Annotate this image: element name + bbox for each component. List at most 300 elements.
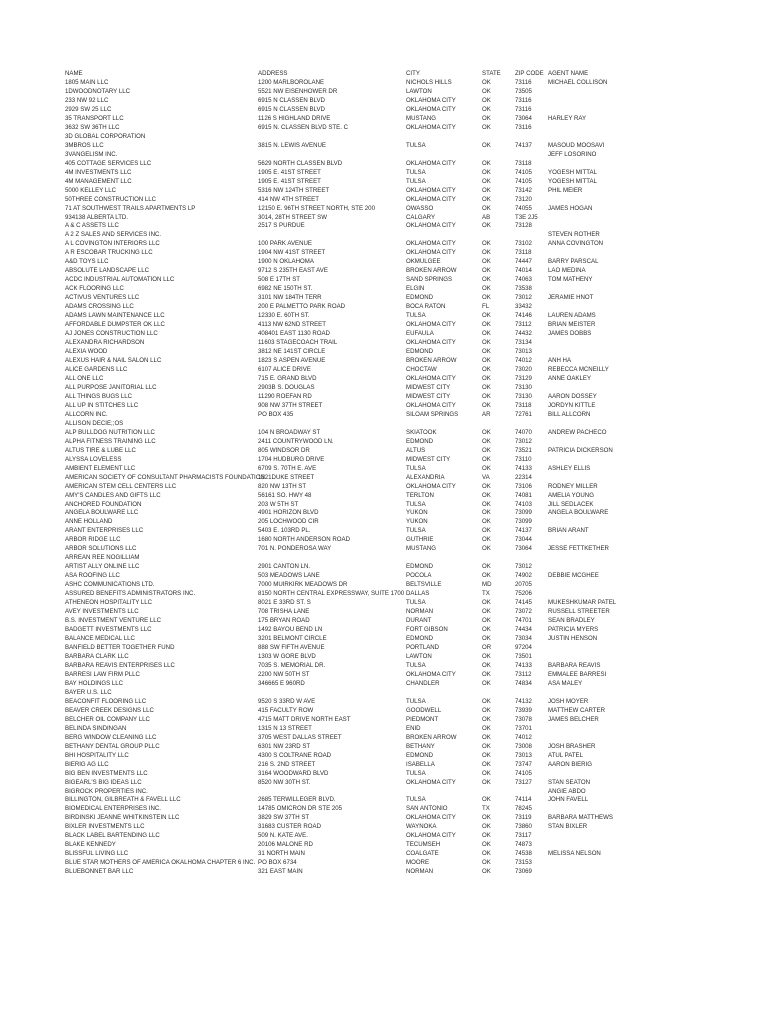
cell-name: ARBOR SOLUTIONS LLC xyxy=(65,545,137,553)
table-row xyxy=(0,474,770,483)
table-row xyxy=(0,752,770,761)
cell-agent: JOHN FAVELL xyxy=(548,796,589,804)
cell-agent: MUKESHKUMAR PATEL xyxy=(548,599,617,607)
cell-address: 415 FACULTY ROW xyxy=(258,706,314,714)
cell-state: OK xyxy=(482,769,491,777)
cell-address: 1905 E. 41ST STREET xyxy=(258,168,321,176)
cell-address: 820 NW 13TH ST xyxy=(258,482,307,490)
cell-name: AMERICAN STEM CELL CENTERS LLC xyxy=(65,482,177,490)
cell-city: TULSA xyxy=(406,697,426,705)
cell-city: WAYNOKA xyxy=(406,823,437,831)
cell-agent: JILL SEDLACEK xyxy=(548,500,594,508)
cell-name: ACDC INDUSTRIAL AUTOMATION LLC xyxy=(65,276,175,284)
cell-address: 7035 S. MEMORIAL DR. xyxy=(258,661,326,669)
table-row xyxy=(0,240,770,249)
cell-name: BIRDINSKI JEANNE WHITKINSTEIN LLC xyxy=(65,814,180,822)
cell-zip: 73747 xyxy=(515,760,532,768)
cell-address: 3164 WOODWARD BLVD xyxy=(258,769,329,777)
cell-state: OK xyxy=(482,159,491,167)
cell-zip: 73116 xyxy=(515,96,532,104)
cell-zip: 73012 xyxy=(515,294,532,302)
cell-name: 35 TRANSPORT LLC xyxy=(65,114,124,122)
cell-address: 888 SW FIFTH AVENUE xyxy=(258,644,325,651)
cell-name: A & C ASSETS LLC xyxy=(65,222,119,230)
cell-zip: 74145 xyxy=(515,599,532,607)
table-row xyxy=(0,348,770,357)
table-row xyxy=(0,761,770,770)
cell-address: 1321DUKE STREET xyxy=(258,473,315,481)
cell-address: 12330 E. 60TH ST. xyxy=(258,312,310,320)
cell-state: OK xyxy=(482,294,491,302)
cell-name: 405 COTTAGE SERVICES LLC xyxy=(65,159,152,167)
cell-city: ENID xyxy=(406,724,421,732)
cell-city: NICHOLS HILLS xyxy=(406,78,452,86)
cell-address: 203 W 5TH ST xyxy=(258,500,299,508)
cell-city: DURANT xyxy=(406,617,432,625)
cell-city: YUKON xyxy=(406,518,428,526)
cell-city: FORT GIBSON xyxy=(406,626,448,634)
cell-state: OK xyxy=(482,841,491,849)
cell-address: 414 NW 4TH STREET xyxy=(258,195,319,203)
cell-name: ABSOLUTE LANDSCAPE LLC xyxy=(65,267,149,275)
cell-zip: 73099 xyxy=(515,518,532,526)
cell-state: OK xyxy=(482,715,491,723)
cell-zip: 73153 xyxy=(515,859,532,867)
cell-state: OK xyxy=(482,778,491,786)
cell-name: BARBARA CLARK LLC xyxy=(65,652,129,660)
cell-city: ELGIN xyxy=(406,285,425,293)
cell-city: OKLAHOMA CITY xyxy=(406,123,456,131)
cell-city: OKLAHOMA CITY xyxy=(406,105,456,113)
cell-state: OK xyxy=(482,312,491,320)
cell-state: OK xyxy=(482,78,491,86)
table-row xyxy=(0,160,770,169)
cell-address: 805 WINDSOR DR xyxy=(258,446,310,454)
cell-city: COALGATE xyxy=(406,850,439,858)
cell-state: OK xyxy=(482,670,491,678)
cell-state: OK xyxy=(482,697,491,705)
table-row xyxy=(0,788,770,797)
table-row xyxy=(0,357,770,366)
table-row xyxy=(0,196,770,205)
table-row xyxy=(0,608,770,617)
table-row xyxy=(0,312,770,321)
cell-state: OK xyxy=(482,222,491,230)
cell-state: OK xyxy=(482,859,491,867)
cell-city: POCOLA xyxy=(406,572,432,580)
cell-city: OKLAHOMA CITY xyxy=(406,482,456,490)
cell-zip: 74114 xyxy=(515,796,532,804)
table-row xyxy=(0,429,770,438)
cell-city: NORMAN xyxy=(406,868,434,876)
cell-address: 2200 NW 50TH ST xyxy=(258,670,310,678)
cell-city: EUFAULA xyxy=(406,330,434,338)
cell-city: SKIATOOK xyxy=(406,428,437,436)
cell-address: 4113 NW 62ND STREET xyxy=(258,321,326,329)
cell-city: CHOCTAW xyxy=(406,365,437,373)
table-row xyxy=(0,725,770,734)
table-row xyxy=(0,689,770,698)
cell-name: ANCHORED FOUNDATION xyxy=(65,500,142,508)
cell-state: OR xyxy=(482,644,492,651)
cell-state: OK xyxy=(482,572,491,580)
cell-zip: 74432 xyxy=(515,330,532,338)
records-table xyxy=(0,70,770,877)
cell-city: EDMOND xyxy=(406,751,434,759)
cell-city: OKLAHOMA CITY xyxy=(406,159,456,167)
cell-agent: YOGESH MITTAL xyxy=(548,177,597,185)
cell-zip: 73119 xyxy=(515,814,532,822)
table-row xyxy=(0,447,770,456)
cell-zip: 73142 xyxy=(515,186,532,194)
table-row xyxy=(0,249,770,258)
cell-zip: 74105 xyxy=(515,168,532,176)
cell-address: 3201 BELMONT CIRCLE xyxy=(258,635,327,643)
cell-agent: MATTHEW CARTER xyxy=(548,706,605,714)
cell-state: OK xyxy=(482,563,491,571)
cell-address: 701 N. PONDEROSA WAY xyxy=(258,545,332,553)
cell-zip: 73008 xyxy=(515,742,532,750)
cell-name: 4M INVESTMENTS LLC xyxy=(65,168,132,176)
cell-city: EDMOND xyxy=(406,437,434,445)
cell-state: OK xyxy=(482,500,491,508)
cell-address: 1200 MARLBOROLANE xyxy=(258,78,325,86)
cell-name: BEACONFIT FLOORING LLC xyxy=(65,697,147,705)
cell-address: 1900 N OKLAHOMA xyxy=(258,258,314,266)
table-row xyxy=(0,770,770,779)
cell-address: 4715 MATT DRIVE NORTH EAST xyxy=(258,715,351,723)
cell-name: BELCHER OIL COMPANY LLC xyxy=(65,715,150,723)
cell-city: OKLAHOMA CITY xyxy=(406,778,456,786)
cell-state: OK xyxy=(482,742,491,750)
cell-agent: LAO MEDINA xyxy=(548,267,586,275)
cell-city: MIDWEST CITY xyxy=(406,383,451,391)
cell-city: TULSA xyxy=(406,527,426,535)
table-row xyxy=(0,258,770,267)
cell-city: TULSA xyxy=(406,464,426,472)
cell-city: GUTHRIE xyxy=(406,536,434,544)
cell-city: OKLAHOMA CITY xyxy=(406,321,456,329)
cell-agent: JESSE FETTKETHER xyxy=(548,545,609,553)
cell-address: 11603 STAGECOACH TRAIL xyxy=(258,339,338,347)
cell-name: ADAMS LAWN MAINTENANCE LLC xyxy=(65,312,165,320)
cell-agent: LAUREN ADAMS xyxy=(548,312,596,320)
cell-name: BIGEARL'S BIG IDEAS LLC xyxy=(65,778,142,786)
cell-city: LAWTON xyxy=(406,652,432,660)
cell-city: TULSA xyxy=(406,796,426,804)
cell-address: 31 NORTH MAIN xyxy=(258,850,305,858)
cell-city: ALTUS xyxy=(406,446,426,454)
cell-state: OK xyxy=(482,509,491,517)
cell-zip: 74538 xyxy=(515,850,532,858)
cell-name: ACTIVUS VENTURES LLC xyxy=(65,294,140,302)
cell-address: 1905 E. 41ST STREET xyxy=(258,177,321,185)
cell-city: MUSTANG xyxy=(406,545,437,553)
cell-agent: PHIL MEIER xyxy=(548,186,583,194)
cell-address: 9712 S 235TH EAST AVE xyxy=(258,267,328,275)
cell-state: OK xyxy=(482,661,491,669)
cell-address: 1904 NW 41ST STREET xyxy=(258,249,326,257)
header-name: NAME xyxy=(65,70,83,77)
cell-city: TULSA xyxy=(406,769,426,777)
cell-state: TX xyxy=(482,590,490,598)
cell-name: ASHC COMMUNICATIONS LTD. xyxy=(65,581,155,589)
cell-address: 715 E. GRAND BLVD xyxy=(258,374,317,382)
cell-zip: 73106 xyxy=(515,482,532,490)
cell-state: OK xyxy=(482,850,491,858)
table-row xyxy=(0,169,770,178)
cell-name: AMY'S CANDLES AND GIFTS LLC xyxy=(65,491,161,499)
header-city: CITY xyxy=(406,70,420,77)
cell-name: ALYSSA LOVELESS xyxy=(65,455,122,463)
cell-name: BLUE STAR MOTHERS OF AMERICA OKALHOMA CHAPTER 6 INC. xyxy=(65,859,256,867)
table-row xyxy=(0,492,770,501)
cell-city: TULSA xyxy=(406,141,426,149)
cell-address: 9520 S 33RD W AVE xyxy=(258,697,316,705)
cell-city: OKMULGEE xyxy=(406,258,441,266)
cell-zip: 74105 xyxy=(515,177,532,185)
cell-address: 8520 NW 30TH ST. xyxy=(258,778,311,786)
cell-name: BERG WINDOW CLEANING LLC xyxy=(65,733,157,741)
cell-zip: 33432 xyxy=(515,303,532,311)
cell-address: 31683 CUSTER ROAD xyxy=(258,823,321,831)
cell-city: CALGARY xyxy=(406,213,436,221)
cell-state: OK xyxy=(482,482,491,490)
cell-state: OK xyxy=(482,105,491,113)
cell-state: OK xyxy=(482,365,491,373)
cell-name: AFFORDABLE DUMPSTER OK LLC xyxy=(65,321,165,329)
cell-name: BLISSFUL LIVING LLC xyxy=(65,850,129,858)
cell-city: OKLAHOMA CITY xyxy=(406,401,456,409)
table-row xyxy=(0,133,770,142)
cell-agent: ANH HA xyxy=(548,357,572,364)
cell-city: NORMAN xyxy=(406,608,434,616)
cell-agent: ASA MALEY xyxy=(548,679,583,687)
cell-zip: 73505 xyxy=(515,87,532,95)
cell-address: 200 E PALMETTO PARK ROAD xyxy=(258,303,346,311)
cell-address: 104 N BROADWAY ST xyxy=(258,428,321,436)
table-row xyxy=(0,222,770,231)
cell-zip: 97204 xyxy=(515,644,532,651)
cell-state: OK xyxy=(482,832,491,840)
cell-state: OK xyxy=(482,823,491,831)
table-row xyxy=(0,276,770,285)
cell-city: SAN ANTONIO xyxy=(406,805,448,813)
cell-agent: JEFF LOSORINO xyxy=(548,150,597,158)
cell-state: OK xyxy=(482,724,491,732)
cell-state: OK xyxy=(482,168,491,176)
cell-agent: STAN SEATON xyxy=(548,778,590,786)
table-row xyxy=(0,115,770,124)
cell-agent: MELISSA NELSON xyxy=(548,850,601,858)
cell-address: 20106 MALONE RD xyxy=(258,841,313,849)
cell-name: ALPHA FITNESS TRAINING LLC xyxy=(65,437,156,445)
cell-state: OK xyxy=(482,267,491,275)
cell-zip: 73013 xyxy=(515,751,532,759)
table-row xyxy=(0,743,770,752)
cell-city: EDMOND xyxy=(406,563,434,571)
cell-name: 50THREE CONSTRUCTION LLC xyxy=(65,195,157,203)
table-row xyxy=(0,402,770,411)
cell-name: ALEXANDRA RICHARDSON xyxy=(65,339,145,347)
cell-zip: 72761 xyxy=(515,410,532,418)
table-row xyxy=(0,716,770,725)
cell-address: 7000 MUIRKIRK MEADOWS DR xyxy=(258,581,348,589)
cell-agent: BILL ALLCORN xyxy=(548,410,591,418)
table-row xyxy=(0,779,770,788)
cell-name: AJ JONES CONSTRUCTION LLC xyxy=(65,330,158,338)
cell-city: PORTLAND xyxy=(406,644,440,651)
cell-name: BIGROCK PROPERTIES INC. xyxy=(65,787,148,795)
cell-state: OK xyxy=(482,706,491,714)
cell-city: MIDWEST CITY xyxy=(406,455,451,463)
cell-address: PO BOX 435 xyxy=(258,410,294,418)
cell-state: OK xyxy=(482,141,491,149)
cell-state: OK xyxy=(482,599,491,607)
cell-city: EDMOND xyxy=(406,635,434,643)
table-row xyxy=(0,518,770,527)
cell-zip: 73099 xyxy=(515,509,532,517)
table-row xyxy=(0,438,770,447)
cell-city: EDMOND xyxy=(406,294,434,302)
cell-city: SILOAM SPRINGS xyxy=(406,410,459,418)
cell-state: OK xyxy=(482,796,491,804)
cell-zip: 73134 xyxy=(515,339,532,347)
cell-name: ARANT ENTERPRISES LLC xyxy=(65,527,144,535)
cell-city: EDMOND xyxy=(406,348,434,356)
cell-state: OK xyxy=(482,276,491,284)
cell-state: OK xyxy=(482,96,491,104)
table-row xyxy=(0,375,770,384)
cell-address: 4901 HORIZON BLVD xyxy=(258,509,319,517)
cell-city: BROKEN ARROW xyxy=(406,733,457,741)
cell-state: OK xyxy=(482,114,491,122)
cell-zip: 74081 xyxy=(515,491,532,499)
cell-name: 3D GLOBAL CORPORATION xyxy=(65,132,146,140)
cell-state: OK xyxy=(482,536,491,544)
cell-name: BARRESI LAW FIRM PLLC xyxy=(65,670,140,678)
cell-zip: 73112 xyxy=(515,670,532,678)
cell-name: BELINDA SINDINGAN xyxy=(65,724,127,732)
cell-agent: JAMES BELCHER xyxy=(548,715,599,723)
table-row xyxy=(0,214,770,223)
cell-state: OK xyxy=(482,123,491,131)
cell-name: 1805 MAIN LLC xyxy=(65,78,109,86)
cell-state: OK xyxy=(482,635,491,643)
cell-agent: JOSH MOYER xyxy=(548,697,589,705)
cell-name: A L COVINGTON INTERIORS LLC xyxy=(65,240,160,248)
table-row xyxy=(0,832,770,841)
cell-zip: 74137 xyxy=(515,141,532,149)
table-row xyxy=(0,671,770,680)
cell-name: ARBOR RIDGE LLC xyxy=(65,536,121,544)
cell-name: BALANCE MEDICAL LLC xyxy=(65,635,135,643)
cell-city: OKLAHOMA CITY xyxy=(406,240,456,248)
cell-city: MUSTANG xyxy=(406,114,437,122)
cell-agent: BARRY PARSCAL xyxy=(548,258,599,266)
cell-agent: JUSTIN HENSON xyxy=(548,635,598,643)
cell-address: 1680 NORTH ANDERSON ROAD xyxy=(258,536,350,544)
header-state: STATE xyxy=(482,70,501,77)
cell-city: SAND SPRINGS xyxy=(406,276,453,284)
cell-address: 6107 ALICE DRIVE xyxy=(258,365,311,373)
cell-name: BIOMEDICAL ENTERPRISES INC. xyxy=(65,805,161,813)
cell-name: 3632 SW 36TH LLC xyxy=(65,123,120,131)
cell-state: OK xyxy=(482,868,491,876)
cell-address: 509 N. KATE AVE. xyxy=(258,832,308,840)
cell-name: ALL ONE LLC xyxy=(65,374,104,382)
table-row xyxy=(0,151,770,160)
table-row xyxy=(0,859,770,868)
cell-name: 1DWOODNOTARY LLC xyxy=(65,87,131,95)
table-row xyxy=(0,411,770,420)
cell-address: 1823 S ASPEN AVENUE xyxy=(258,357,326,364)
cell-address: 2411 COUNTRYWOOD LN. xyxy=(258,437,334,445)
cell-city: BROKEN ARROW xyxy=(406,267,457,275)
cell-zip: 73012 xyxy=(515,437,532,445)
cell-address: PO BOX 6734 xyxy=(258,859,297,867)
cell-zip: 74103 xyxy=(515,500,532,508)
cell-name: AMERICAN SOCIETY OF CONSULTANT PHARMACISTS FOUNDATION xyxy=(65,473,265,481)
cell-zip: 73501 xyxy=(515,652,532,660)
cell-zip: 73078 xyxy=(515,715,532,723)
cell-name: ACK FLOORING LLC xyxy=(65,285,124,293)
cell-address: 3812 NE 141ST CIRCLE xyxy=(258,348,326,356)
table-row xyxy=(0,420,770,429)
cell-name: ALL PURPOSE JANITORIAL LLC xyxy=(65,383,157,391)
table-row xyxy=(0,635,770,644)
cell-state: VA xyxy=(482,473,490,481)
table-row xyxy=(0,231,770,240)
table-row xyxy=(0,563,770,572)
cell-state: OK xyxy=(482,357,491,364)
cell-name: BILLINGTON, GILBREATH & FAVELL LLC xyxy=(65,796,181,804)
cell-name: ASA ROOFING LLC xyxy=(65,572,120,580)
cell-address: 5629 NORTH CLASSEN BLVD xyxy=(258,159,343,167)
cell-city: YUKON xyxy=(406,509,428,517)
cell-city: MIDWEST CITY xyxy=(406,392,451,400)
cell-name: A&D TOYS LLC xyxy=(65,258,109,266)
cell-name: 233 NW 92 LLC xyxy=(65,96,109,104)
table-row xyxy=(0,581,770,590)
cell-name: BEAVER CREEK DESIGNS LLC xyxy=(65,706,154,714)
cell-address: 6709 S. 70TH E. AVE xyxy=(258,464,317,472)
cell-city: OWASSO xyxy=(406,204,434,212)
cell-state: TX xyxy=(482,805,490,813)
cell-state: AR xyxy=(482,410,491,418)
cell-zip: 73860 xyxy=(515,823,532,831)
table-row xyxy=(0,599,770,608)
cell-address: 3815 N. LEWIS AVENUE xyxy=(258,141,326,149)
table-row xyxy=(0,205,770,214)
cell-state: OK xyxy=(482,383,491,391)
cell-city: OKLAHOMA CITY xyxy=(406,195,456,203)
cell-zip: 74146 xyxy=(515,312,532,320)
cell-name: AVEY INVESTMENTS LLC xyxy=(65,608,139,616)
cell-state: OK xyxy=(482,437,491,445)
cell-name: BANFIELD BETTER TOGETHER FUND xyxy=(65,644,175,651)
cell-city: BELTSVILLE xyxy=(406,581,442,589)
cell-name: BAYER U.S. LLC xyxy=(65,688,112,696)
cell-zip: 74014 xyxy=(515,267,532,275)
cell-agent: DEBBIE MCGHEE xyxy=(548,572,599,580)
cell-agent: YOGESH MITTAL xyxy=(548,168,597,176)
cell-name: ALEXIA WOOD xyxy=(65,348,108,356)
cell-address: 11290 ROEFAN RD xyxy=(258,392,312,400)
table-row xyxy=(0,572,770,581)
cell-city: BETHANY xyxy=(406,742,435,750)
cell-city: BOCA RATON xyxy=(406,303,446,311)
